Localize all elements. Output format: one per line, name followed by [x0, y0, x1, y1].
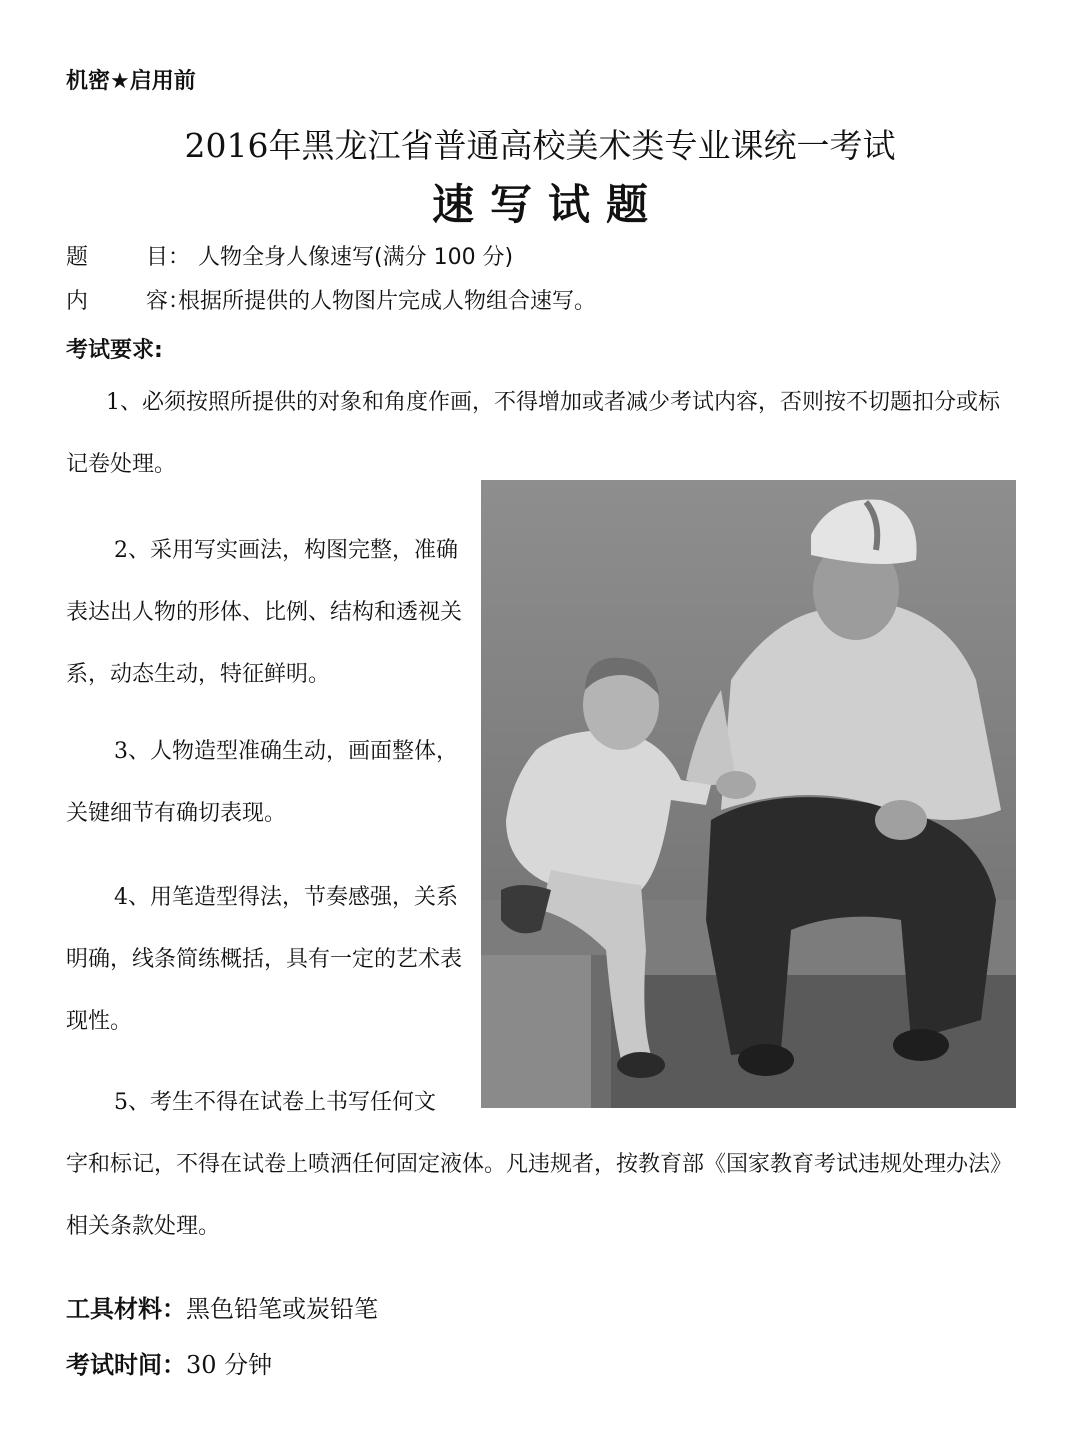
requirement-4-text: 4、用笔造型得法，节奏感强，关系明确，线条简练概括，具有一定的艺术表现性。 — [66, 885, 463, 1034]
tools-value: 黑色铅笔或炭铅笔 — [186, 1295, 378, 1323]
time-label: 考试时间： — [66, 1351, 186, 1379]
content-value: 根据所提供的人物图片完成人物组合速写。 — [178, 289, 597, 314]
reference-photo — [481, 480, 1016, 1108]
confidential-label: 机密★启用前 — [66, 69, 196, 94]
content-label-char1: 内 — [66, 289, 89, 314]
topic-value: 人物全身人像速写(满分 100 分) — [198, 245, 514, 270]
requirement-4 — [66, 867, 466, 1053]
requirement-3 — [66, 721, 466, 845]
content-label-char2: 容： — [146, 289, 191, 314]
subject-title: 速写试题 — [431, 180, 664, 229]
requirements-heading: 考试要求: — [66, 338, 163, 363]
requirement-1-text: 1、必须按照所提供的对象和角度作画，不得增加或者减少考试内容，否则按不切题扣分或标记卷处理。 — [66, 390, 1001, 477]
requirement-5-first-line: 5、考生不得在试卷上书写任何文 — [114, 1090, 436, 1115]
requirement-2 — [66, 520, 466, 706]
requirement-1 — [66, 372, 1021, 496]
requirement-5-continued: 字和标记，不得在试卷上喷洒任何固定液体。凡违规者，按教育部《国家教育考试违规处理办法》相关条款处理。 — [66, 1152, 1013, 1239]
topic-label-char1: 题 — [66, 245, 89, 270]
time-value: 30 分钟 — [186, 1351, 273, 1379]
time-row — [66, 1345, 272, 1380]
exam-title: 2016年黑龙江省普通高校美术类专业课统一考试 — [184, 126, 896, 165]
requirement-2-text: 2、采用写实画法，构图完整，准确表达出人物的形体、比例、结构和透视关系，动态生动，特征鲜明。 — [66, 538, 463, 687]
tools-label: 工具材料： — [66, 1295, 186, 1323]
tools-row — [66, 1289, 378, 1324]
requirement-3-text: 3、人物造型准确生动，画面整体，关键细节有确切表现。 — [66, 739, 458, 826]
topic-label-char2: 目： — [146, 245, 191, 270]
